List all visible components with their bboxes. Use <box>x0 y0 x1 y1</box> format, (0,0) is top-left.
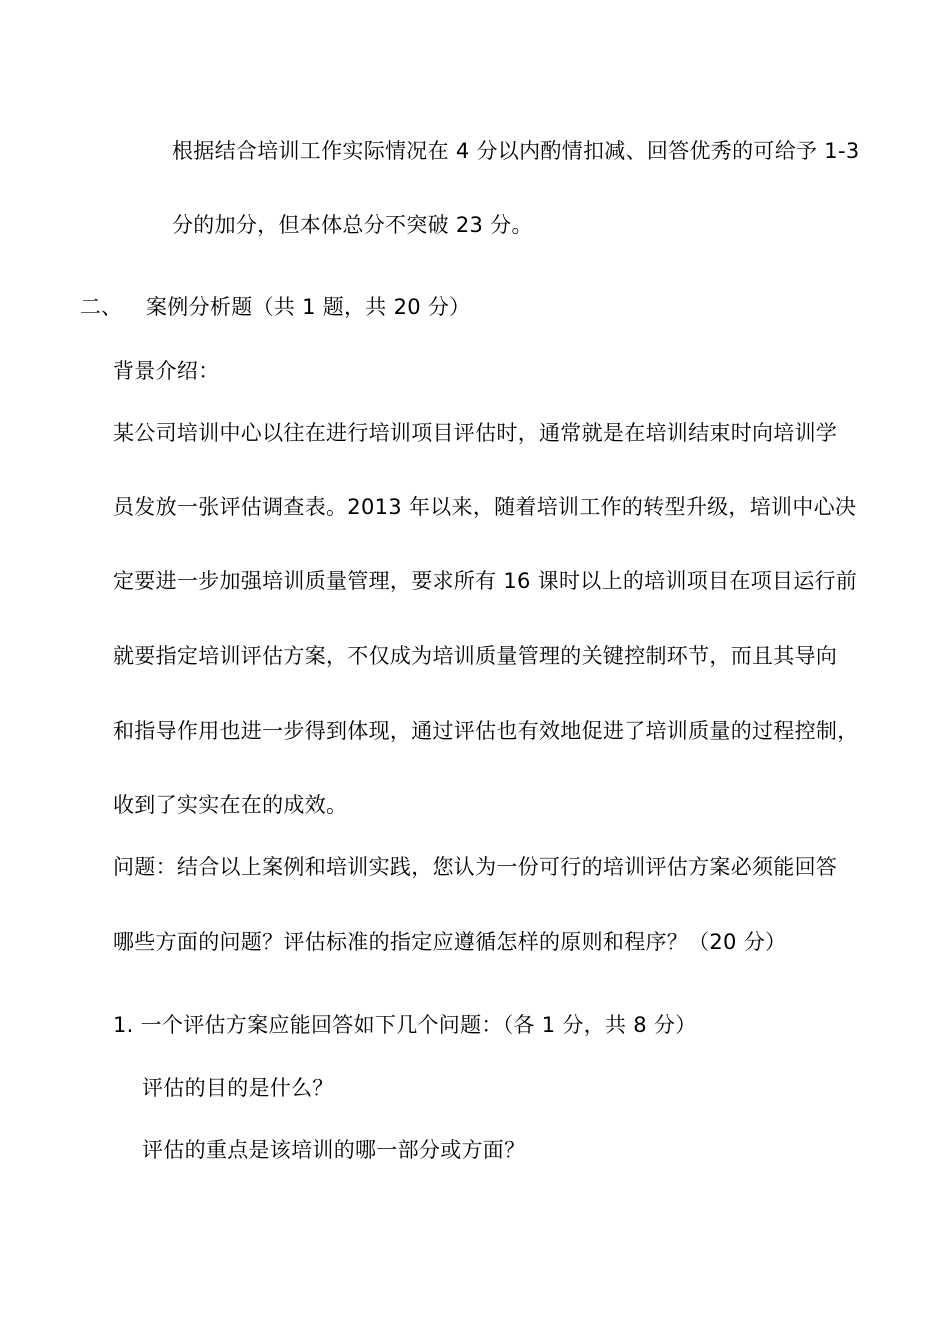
intro-line-2: 分的加分，但本体总分不突破 23 分。 <box>172 213 533 237</box>
answer-sub-1: 评估的目的是什么？ <box>142 1076 334 1100</box>
answer-sub-2: 评估的重点是该培训的哪一部分或方面？ <box>142 1138 526 1162</box>
background-line-6: 收到了实实在在的成效。 <box>113 793 348 817</box>
background-line-5: 和指导作用也进一步得到体现，通过评估也有效地促进了培训质量的过程控制， <box>113 719 859 743</box>
background-line-2: 员发放一张评估调查表。2013 年以来，随着培训工作的转型升级，培训中心决 <box>113 495 857 519</box>
background-line-1: 某公司培训中心以往在进行培训项目评估时，通常就是在培训结束时向培训学 <box>113 421 838 445</box>
background-label: 背景介绍： <box>113 359 220 383</box>
background-line-3: 定要进一步加强培训质量管理，要求所有 16 课时以上的培训项目在项目运行前 <box>113 569 858 593</box>
section-title: 案例分析题（共 1 题，共 20 分） <box>146 295 471 319</box>
section-number: 二、 <box>80 295 122 319</box>
background-line-4: 就要指定培训评估方案，不仅成为培训质量管理的关键控制环节，而且其导向 <box>113 644 838 668</box>
answer-item-1: 1. 一个评估方案应能回答如下几个问题：（各 1 分，共 8 分） <box>113 1013 697 1037</box>
question-line-2: 哪些方面的问题？评估标准的指定应遵循怎样的原则和程序？（20 分） <box>113 930 787 954</box>
intro-line-1: 根据结合培训工作实际情况在 4 分以内酌情扣减、回答优秀的可给予 1-3 <box>172 139 860 163</box>
question-line-1: 问题：结合以上案例和培训实践，您认为一份可行的培训评估方案必须能回答 <box>113 855 838 879</box>
